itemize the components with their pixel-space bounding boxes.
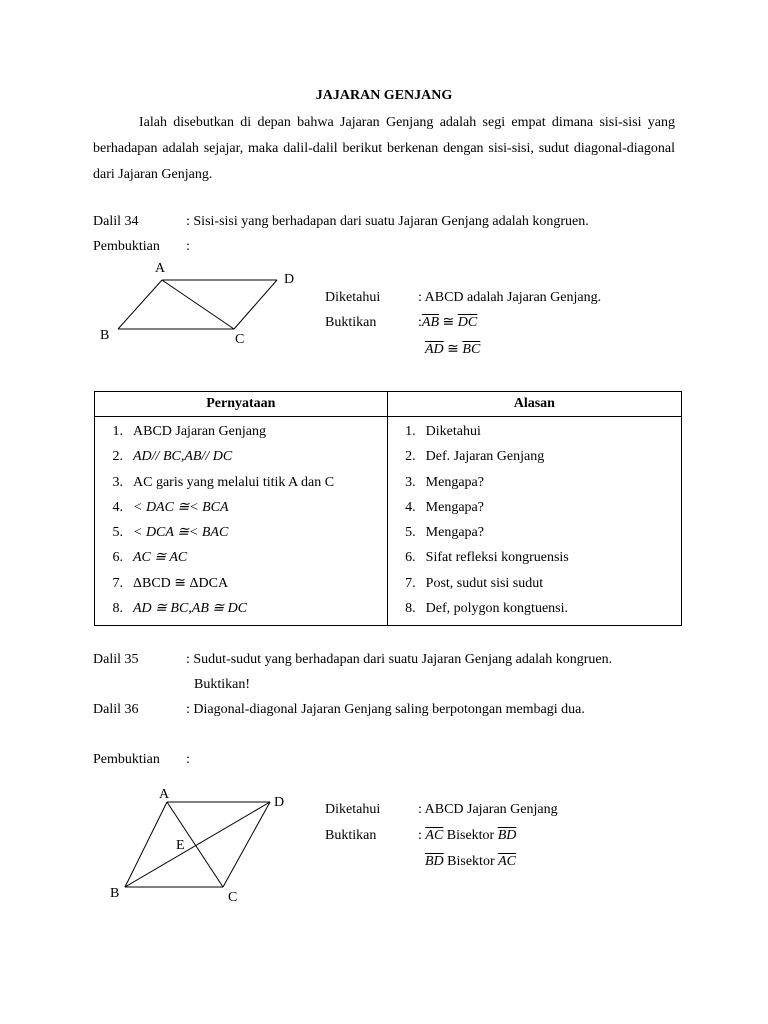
given1-buktikan-label: Buktikan bbox=[325, 315, 377, 330]
given1-line1: $:\overline{AB}$ ≅ $\overline{DC}$ bbox=[418, 315, 478, 330]
reason-row-2: 2. Def. Jajaran Genjang bbox=[405, 449, 545, 465]
reason-row-8: 8. Def, polygon kongtuensi. bbox=[405, 601, 568, 617]
diagonal-bd-2 bbox=[125, 802, 270, 887]
pembuktian2-colon: : bbox=[186, 752, 190, 767]
reason-row-3: 3. Mengapa? bbox=[405, 474, 484, 490]
statement-2-text: AD// BC,AB// DC bbox=[133, 449, 233, 465]
statement-row-4: 4. < DAC ≅< BCA bbox=[112, 499, 229, 515]
statements-column bbox=[95, 417, 388, 626]
dalil35-label: Dalil 35 bbox=[93, 652, 139, 667]
vertex-label-b: B bbox=[100, 328, 110, 343]
intro-paragraph bbox=[93, 110, 675, 188]
header-pernyataan: Pernyataan bbox=[95, 392, 388, 417]
vertex-label-b-2: B bbox=[110, 886, 120, 901]
given2-diketahui-label: Diketahui bbox=[325, 802, 381, 817]
statement-row-3: 3. AC garis yang melalui titik A dan C bbox=[112, 474, 335, 490]
vertex-label-e-2: E bbox=[176, 838, 185, 853]
reason-row-7: 7. Post, sudut sisi sudut bbox=[405, 575, 544, 591]
pembuktian1-colon: : bbox=[186, 239, 190, 254]
dalil36-text: : Diagonal-diagonal Jajaran Genjang saling berpotongan membagi dua. bbox=[186, 702, 585, 717]
header-alasan: Alasan bbox=[387, 392, 681, 417]
vertex-label-d-2: D bbox=[274, 795, 285, 810]
side-ab bbox=[118, 280, 162, 329]
vertex-label-c: C bbox=[235, 332, 245, 347]
pembuktian1-label: Pembuktian bbox=[93, 239, 160, 254]
side-dc bbox=[234, 280, 277, 329]
vertex-label-d: D bbox=[284, 272, 295, 287]
parallelogram-figure-2 bbox=[100, 780, 300, 910]
statement-row-5: 5. < DCA ≅< BAC bbox=[112, 525, 229, 541]
intro-text: Ialah disebutkan di depan bahwa Jajaran Genjang adalah segi empat dimana sisi-sisi yang berhadapan adalah sejajar, maka dalil-dalil berikut berkenan dengan sisi-sisi, sudut diagonal-diagonal dari Jajaran Genjang. bbox=[93, 115, 675, 182]
reason-row-1: 1. Diketahui bbox=[405, 424, 481, 439]
dalil34-label: Dalil 34 bbox=[93, 214, 139, 229]
vertex-label-c-2: C bbox=[228, 890, 238, 905]
reason-row-6: 6. Sifat refleksi kongruensis bbox=[405, 550, 569, 566]
statement-row-2: 2. AD// BC,AB// DC bbox=[112, 449, 233, 465]
given1-diketahui-label: Diketahui bbox=[325, 290, 381, 305]
vertex-label-a: A bbox=[155, 261, 166, 276]
dalil34-text: : Sisi-sisi yang berhadapan dari suatu Jajaran Genjang adalah kongruen. bbox=[186, 214, 589, 229]
dalil36-label: Dalil 36 bbox=[93, 702, 139, 717]
given1-line2: $\overline{AD}$ ≅ $\overline{BC}$ bbox=[425, 342, 481, 357]
dalil35-text2: Buktikan! bbox=[194, 677, 250, 692]
given2-line1: : $\overline{AC}$ Bisektor $\overline{BD}$ bbox=[418, 828, 517, 843]
given1-diketahui-text: : ABCD adalah Jajaran Genjang. bbox=[418, 290, 602, 305]
reason-row-4: 4. Mengapa? bbox=[405, 499, 484, 515]
proof-table bbox=[94, 391, 682, 626]
given2-buktikan-label: Buktikan bbox=[325, 828, 377, 843]
statement-row-6: 6. AC ≅ AC bbox=[112, 550, 188, 566]
given2-line2: $\overline{BD}$ Bisektor $\overline{AC}$ bbox=[425, 854, 517, 869]
statement-row-8: 8. AD ≅ BC,AB ≅ DC bbox=[112, 601, 248, 617]
dalil35-text: : Sudut-sudut yang berhadapan dari suatu Jajaran Genjang adalah kongruen. bbox=[186, 652, 613, 667]
reason-row-5: 5. Mengapa? bbox=[405, 525, 484, 541]
vertex-label-a-2: A bbox=[159, 787, 170, 802]
page-title: JAJARAN GENJANG bbox=[315, 88, 453, 103]
pembuktian2-label: Pembuktian bbox=[93, 752, 160, 767]
statement-row-1: 1. ABCD Jajaran Genjang bbox=[112, 424, 266, 439]
side-dc-2 bbox=[223, 802, 270, 887]
statement-row-7: 7. ΔBCD ≅ ΔDCA bbox=[112, 575, 229, 591]
parallelogram-figure-1 bbox=[90, 255, 310, 355]
diagonal-ac bbox=[162, 280, 234, 329]
reasons-column bbox=[387, 417, 681, 626]
given2-diketahui-text: : ABCD Jajaran Genjang bbox=[418, 802, 558, 817]
